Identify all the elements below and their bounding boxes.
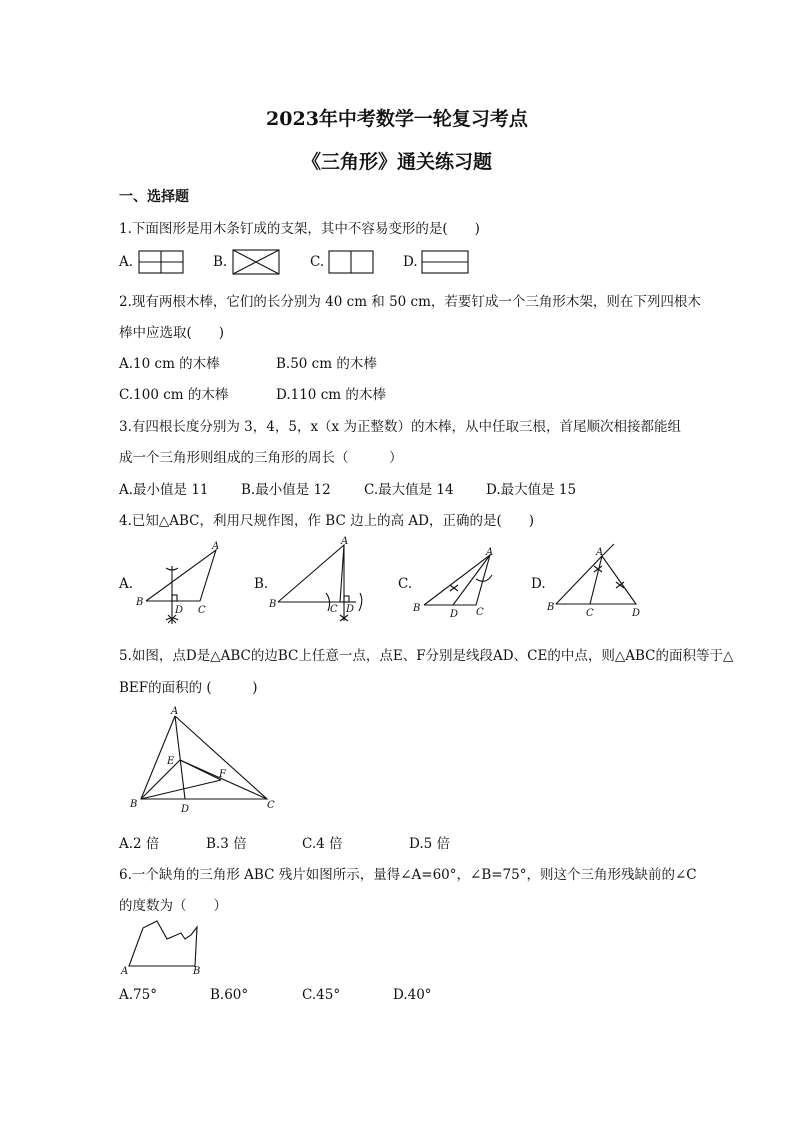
q3-option-a: A.最小值是 11: [119, 482, 209, 498]
q4d-label-b: B: [547, 602, 555, 613]
q1-option-a: A.: [119, 254, 134, 270]
q6-option-d: D.40°: [393, 987, 432, 1003]
q2-option-a: A.10 cm 的木棒: [119, 356, 220, 372]
q2-option-d: D.110 cm 的木棒: [276, 387, 386, 403]
q3-option-d: D.最大值是 15: [486, 482, 577, 498]
q3-option-b: B.最小值是 12: [241, 482, 331, 498]
q4-figure-b: [266, 535, 366, 630]
q4a-label-a: A: [212, 541, 220, 552]
q4-option-a: A.: [119, 576, 134, 592]
q4a-label-d: D: [175, 605, 184, 616]
q5-label-e: E: [167, 756, 175, 767]
q4d-label-a: A: [596, 547, 604, 558]
q4-stem: 4.已知△ABC，利用尺规作图，作 BC 边上的高 AD，正确的是( ): [119, 513, 534, 529]
q6-stem-line2: 的度数为（ ）: [119, 898, 227, 914]
q4d-label-c: C: [586, 608, 594, 619]
q4-option-d: D.: [531, 576, 546, 592]
q4b-label-d: D: [346, 604, 355, 615]
q4b-label-c: C: [330, 604, 338, 615]
q1-figure-a: [138, 250, 184, 274]
q4a-label-b: B: [136, 597, 144, 608]
q2-option-c: C.100 cm 的木棒: [119, 387, 229, 403]
q1-stem: 1.下面图形是用木条钉成的支架，其中不容易变形的是( ): [119, 221, 480, 237]
q2-stem-line1: 2.现有两根木棒，它们的长分别为 40 cm 和 50 cm，若要钉成一个三角形木架，则在下列四根木: [119, 294, 701, 310]
q3-stem-line2: 成一个三角形则组成的三角形的周长（ ）: [119, 450, 403, 466]
page-subtitle: 《三角形》通关练习题: [301, 151, 492, 173]
q1-option-b: B.: [213, 254, 228, 270]
q5-stem-line2: BEF的面积的 ( ): [119, 680, 258, 696]
q4-figure-a: [132, 540, 222, 630]
section-heading: 一、选择题: [119, 189, 189, 205]
q4-option-c: C.: [398, 576, 413, 592]
q5-stem-line1: 5.如图，点D是△ABC的边BC上任意一点，点E、F分别是线段AD、CE的中点，则△ABC的面积等于△: [119, 648, 734, 664]
q1-option-d: D.: [403, 254, 418, 270]
q6-label-a: A: [121, 966, 129, 977]
q6-label-b: B: [193, 966, 201, 977]
page-title: 2023年中考数学一轮复习考点: [266, 108, 528, 130]
q5-label-f: F: [219, 769, 226, 780]
q4b-label-a: A: [341, 536, 349, 547]
q3-option-c: C.最大值是 14: [364, 482, 454, 498]
q1-option-c: C.: [310, 254, 325, 270]
q4c-label-c: C: [476, 607, 484, 618]
q6-option-a: A.75°: [119, 987, 157, 1003]
q5-label-b: B: [130, 799, 138, 810]
q6-stem-line1: 6.一个缺角的三角形 ABC 残片如图所示，量得∠A=60°，∠B=75°，则这个三角形残缺前的∠C: [119, 867, 697, 883]
q4-figure-c: [410, 545, 505, 625]
q4c-label-a: A: [486, 547, 494, 558]
q4-figure-d: [544, 540, 649, 630]
q4c-label-d: D: [450, 609, 459, 620]
q5-label-a: A: [171, 706, 179, 717]
q2-option-b: B.50 cm 的木棒: [276, 356, 377, 372]
q2-stem-line2: 棒中应选取( ): [119, 325, 225, 341]
q5-option-b: B.3 倍: [206, 836, 247, 852]
q6-figure: [115, 915, 215, 980]
q4b-label-b: B: [269, 599, 277, 610]
q1-figure-c: [328, 250, 374, 274]
q4c-label-b: B: [413, 603, 421, 614]
q5-option-c: C.4 倍: [302, 836, 343, 852]
q4a-label-c: C: [198, 605, 206, 616]
q5-option-a: A.2 倍: [119, 836, 160, 852]
q5-option-d: D.5 倍: [409, 836, 451, 852]
q5-figure: [125, 704, 285, 819]
q1-figure-b: [232, 249, 280, 275]
q6-option-b: B.60°: [210, 987, 249, 1003]
q5-label-d: D: [181, 804, 190, 815]
q4d-label-d: D: [632, 608, 641, 619]
q5-label-c: C: [267, 800, 275, 811]
q3-stem-line1: 3.有四根长度分别为 3，4，5，x（x 为正整数）的木棒，从中任取三根，首尾顺次相接都能组: [119, 419, 681, 435]
q4-option-b: B.: [254, 576, 269, 592]
q1-figure-d: [421, 250, 469, 274]
q6-option-c: C.45°: [302, 987, 341, 1003]
